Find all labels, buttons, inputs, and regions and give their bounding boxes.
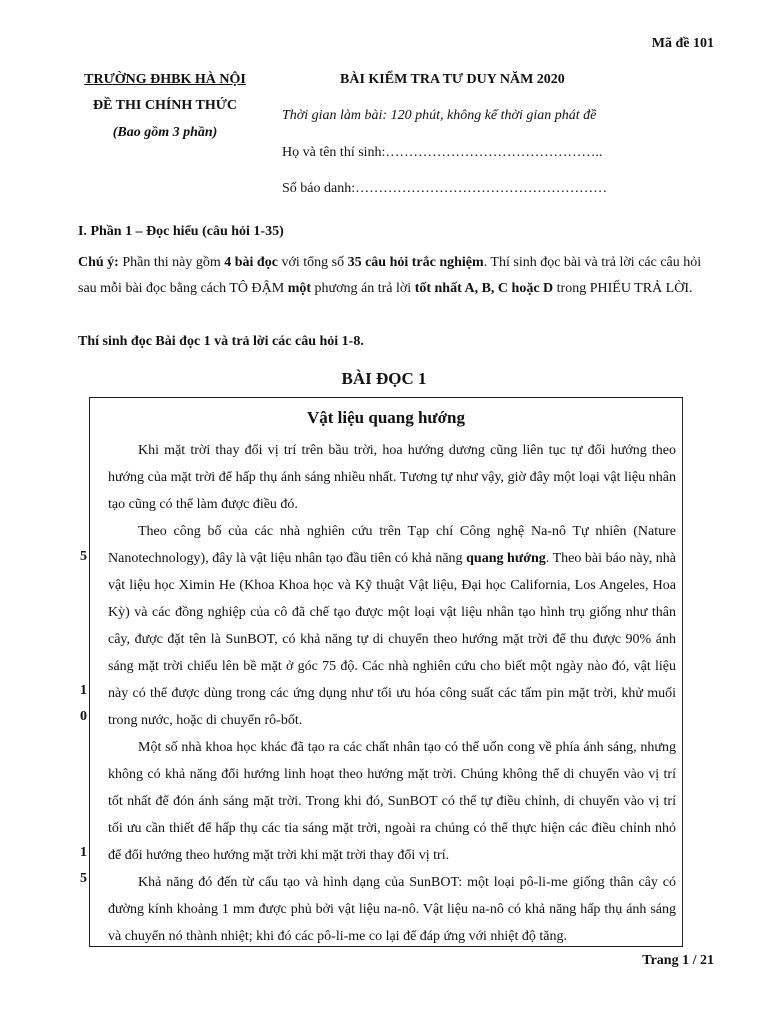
line-number: 5 — [80, 549, 87, 564]
paragraph — [108, 518, 676, 734]
line-number: 5 — [80, 871, 87, 886]
paragraph-text: . Theo bài báo này, nhà vật liệu học Ximin He (Khoa Khoa học và Kỹ thuật Vật liệu, Đại học California, Los Angeles, Hoa Kỳ) và các đồng nghiệp của cô đã chế tạo được một loại vật liệu nhân tạo hình trụ giống như thân cây, được đặt tên là SunBOT, có khả năng tự di chuyển theo hướng mặt trời để thu được 90% ánh sáng mặt trời chiếu lên bề mặt ở góc 75 độ. Các nhà nghiên cứu cho biết một ngày nào đó, vật liệu này có thể được dùng trong các ứng dụng như tối ưu hóa công suất các tấm pin mặt trời, khử muối trong nước, hoặc di chuyển rô-bốt. — [108, 551, 676, 728]
line-number: 0 — [80, 709, 87, 724]
reading-instruction: Thí sinh đọc Bài đọc 1 và trả lời các câu hỏi 1-8. — [78, 334, 364, 349]
line-number: 1 — [80, 683, 87, 698]
passage-title: Vật liệu quang hướng — [306, 408, 466, 427]
note-bold: một — [287, 281, 312, 296]
reading-label: BÀI ĐỌC 1 — [341, 369, 427, 388]
note-bold: 4 bài đọc — [224, 255, 278, 270]
parts-note: (Bao gồm 3 phần) — [112, 125, 218, 140]
time-note: Thời gian làm bài: 120 phút, không kể thời gian phát đề — [282, 108, 597, 123]
section-title: I. Phần 1 – Đọc hiểu (câu hỏi 1-35) — [78, 224, 284, 239]
paragraph-bold: quang hướng — [466, 551, 546, 566]
paragraph-text: Theo công bố của các nhà nghiên cứu trên Tạp chí Công nghệ Na-nô Tự nhiên (Nature Nanotechnology), đây là vật liệu nhân tạo đầu tiên có khả năng — [108, 524, 676, 566]
note-text: với tổng số — [277, 255, 348, 270]
paragraph: Một số nhà khoa học khác đã tạo ra các chất nhân tạo có thể uốn cong về phía ánh sáng, nhưng không có khả năng đổi hướng linh hoạt theo hướng mặt trời. Chúng không thể di chuyển vào vị trí tốt nhất để đón ánh sáng mặt trời. Trong khi đó, SunBOT có thể tự điều chỉnh, di chuyển vào vị trí tối ưu cần thiết để hấp thụ các tia sáng mặt trời, ngoài ra chúng có thể thực hiện các điều chỉnh nhỏ để đổi hướng theo hướng mặt trời khi mặt trời thay đổi vị trí. — [108, 740, 676, 863]
note-bold: 35 câu hỏi trắc nghiệm — [347, 255, 484, 270]
exam-code: Mã đề 101 — [651, 36, 714, 51]
exam-title: BÀI KIỂM TRA TƯ DUY NĂM 2020 — [340, 72, 565, 87]
note-label: Chú ý: — [78, 255, 119, 270]
paragraph: Khi mặt trời thay đổi vị trí trên bầu trời, hoa hướng dương cũng liên tục tự đổi hướng theo hướng của mặt trời để hấp thụ ánh sáng nhiều nhất. Tương tự như vậy, giờ đây một loại vật liệu nhân tạo cũng có thể làm được điều đó. — [108, 443, 676, 512]
note-text: Phần thi này gồm — [118, 255, 225, 270]
paragraph: Khả năng đó đến từ cấu tạo và hình dạng của SunBOT: một loại pô-li-me giống thân cây có đường kính khoảng 1 mm được phủ bởi vật liệu na-nô. Vật liệu na-nô có khả năng hấp thụ ánh sáng và chuyển nó thành nhiệt; khi đó các pô-li-me co lại để đáp ứng với nhiệt độ tăng. — [108, 875, 676, 944]
section-note — [78, 250, 708, 302]
line-number: 1 — [80, 845, 87, 860]
note-text: trong PHIẾU TRẢ LỜI. — [553, 281, 693, 296]
page-number: Trang 1 / 21 — [642, 953, 714, 968]
candidate-name-field: Họ và tên thí sinh:……………………………………….. — [282, 145, 603, 160]
candidate-id-field: Số báo danh:……………………………………………… — [282, 181, 608, 196]
note-text: . Thí sinh đọc bài và trả lời các câu hỏi sau mỗi bài đọc bằng cách TÔ ĐẬM — [78, 255, 702, 296]
passage-body — [108, 437, 676, 950]
school-name: TRƯỜNG ĐHBK HÀ NỘI — [84, 72, 246, 87]
note-text: phương án trả lời — [311, 281, 415, 296]
official-label: ĐỀ THI CHÍNH THỨC — [92, 98, 238, 113]
note-bold: tốt nhất A, B, C hoặc D — [414, 281, 554, 296]
